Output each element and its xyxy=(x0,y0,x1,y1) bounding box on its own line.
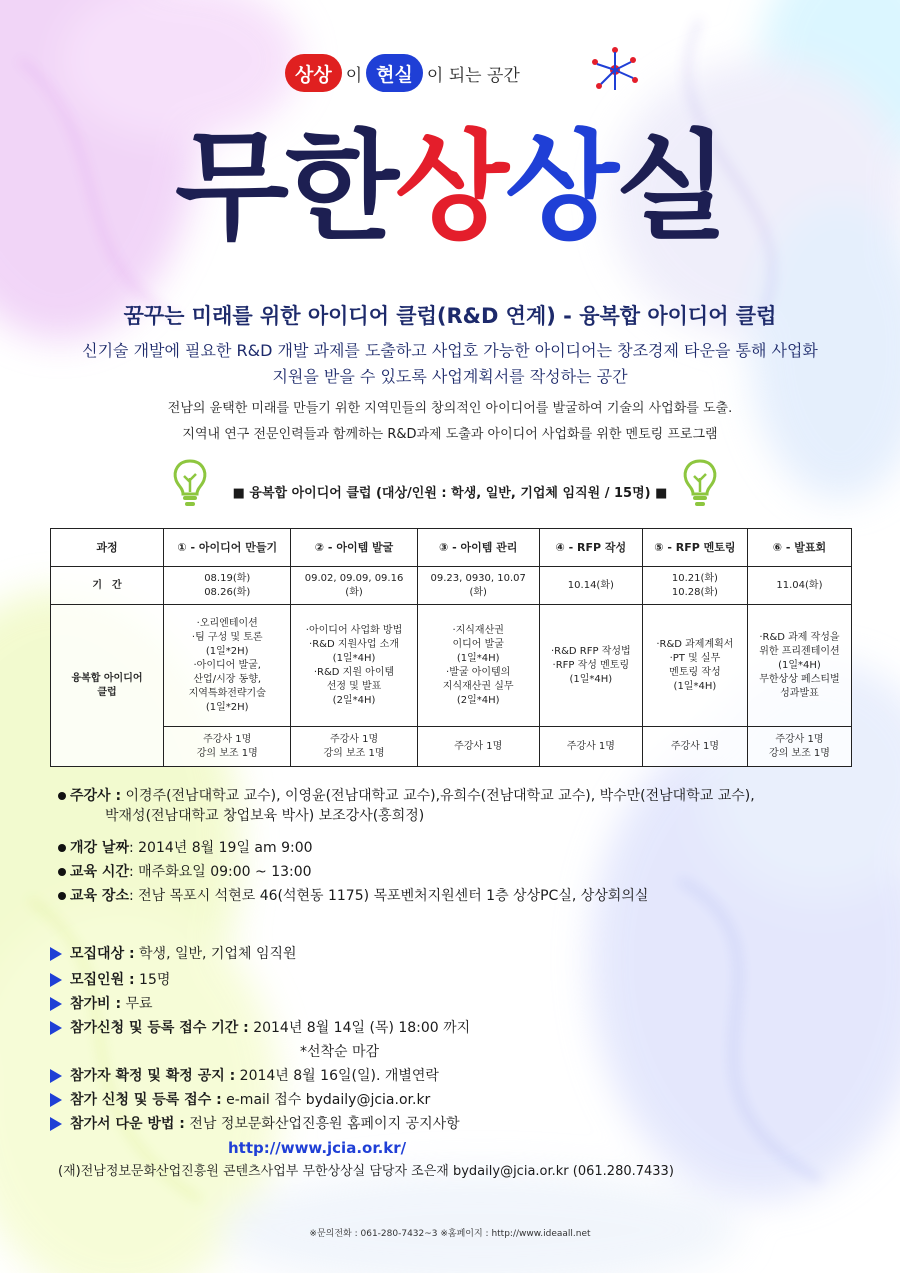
content-cell: ·아이디어 사업화 방법 ·R&D 지원사업 소개 (1일*4H) ·R&D 지원 아이템 선정 및 발표 (2일*4H) xyxy=(291,605,417,727)
logo-part-a: 무한 xyxy=(175,118,395,256)
period-cell: 09.23, 0930, 10.07 (화) xyxy=(417,567,539,605)
tagline xyxy=(285,48,615,98)
schedule-table xyxy=(50,528,852,767)
club-label: 융복합 아이디어 클럽 xyxy=(51,605,164,767)
content-cell: ·오리엔테이션 ·팀 구성 및 토론 (1일*2H) ·아이디어 발굴, 산업/시장 동향, 지역특화전략기술 (1일*2H) xyxy=(164,605,291,727)
period-cell: 08.19(화) 08.26(화) xyxy=(164,567,291,605)
table-header: ② - 아이템 발굴 xyxy=(291,529,417,567)
bullet-icon xyxy=(58,792,66,800)
instructor-cell: 주강사 1명 강의 보조 1명 xyxy=(291,727,417,767)
jcia-link[interactable]: http://www.jcia.or.kr/ xyxy=(228,1139,407,1157)
instructor-cell: 주강사 1명 xyxy=(642,727,747,767)
instructor-cell: 주강사 1명 강의 보조 1명 xyxy=(164,727,291,767)
recruit-fee xyxy=(50,994,850,1014)
fee-label: 참가비 : xyxy=(70,996,122,1012)
bullet-icon xyxy=(58,868,66,876)
apply-note: *선착순 마감 xyxy=(300,1044,380,1060)
time-label: 교육 시간 xyxy=(70,864,129,880)
confirm-value: 2014년 8월 16일(일). 개별연락 xyxy=(239,1068,439,1084)
lecturer-info-cont xyxy=(105,806,900,826)
logo-title xyxy=(0,112,900,262)
sub-heading-2: 지원을 받을 수 있도록 사업계획서를 작성하는 공간 xyxy=(272,367,628,386)
content-cell: ·R&D 과제계획서 ·PT 및 실무 멘토링 작성 (1일*4H) xyxy=(642,605,747,727)
tagline-imagination: 상상 xyxy=(285,54,342,92)
count-value: 15명 xyxy=(139,972,171,988)
table-header: ③ - 아이템 관리 xyxy=(417,529,539,567)
table-header: 과정 xyxy=(51,529,164,567)
intro xyxy=(0,300,900,448)
sub-heading-1: 신기술 개발에 필요한 R&D 개발 과제를 도출하고 사업호 가능한 아이디어는 창조경제 타운을 통해 사업화 xyxy=(82,341,818,360)
firework-icon xyxy=(585,40,645,100)
recruit-target xyxy=(50,944,850,964)
content-cell: ·지식재산권 이디어 발굴 (1일*4H) ·발굴 아이템의 지식재산권 실무 (2일*4H) xyxy=(417,605,539,727)
class-place xyxy=(58,886,858,906)
recruit-register xyxy=(50,1090,850,1110)
contact-line: (재)전남정보문화산업진흥원 콘텐츠사업부 무한상상실 담당자 조은재 bydaily@jcia.or.kr (061.280.7433) xyxy=(58,1164,674,1179)
main-heading: 꿈꾸는 미래를 위한 아이디어 클럽(R&D 연계) - 융복합 아이디어 클럽 xyxy=(123,304,777,328)
place-value: : 전남 목포시 석현로 46(석현동 1175) 목포벤처지원센터 1층 상상PC실, 상상회의실 xyxy=(128,888,649,904)
bullet-icon xyxy=(58,844,66,852)
instructor-cell: 주강사 1명 xyxy=(539,727,642,767)
table-header-row xyxy=(51,529,852,567)
table-row-period xyxy=(51,567,852,605)
fee-value: 무료 xyxy=(125,996,153,1012)
triangle-bullet-icon xyxy=(50,1021,62,1035)
lecturer-value: 이경주(전남대학교 교수), 이영윤(전남대학교 교수),유희수(전남대학교 교수), 박수만(전남대학교 교수), xyxy=(125,788,755,804)
triangle-bullet-icon xyxy=(50,947,62,961)
register-label: 참가 신청 및 등록 접수 : xyxy=(70,1092,222,1108)
lecturer-label: 주강사 : xyxy=(70,788,122,804)
content-cell: ·R&D 과제 작성을 위한 프리젠테이션 (1일*4H) 무한상상 페스티벌 성과발표 xyxy=(747,605,851,727)
recruit-download xyxy=(50,1114,850,1134)
triangle-bullet-icon xyxy=(50,997,62,1011)
table-header: ① - 아이디어 만들기 xyxy=(164,529,291,567)
period-cell: 09.02, 09.09, 09.16 (화) xyxy=(291,567,417,605)
table-row-content xyxy=(51,605,852,727)
open-date xyxy=(58,838,858,858)
lecturer-info xyxy=(58,786,858,806)
period-cell: 10.14(화) xyxy=(539,567,642,605)
recruit-apply xyxy=(50,1018,850,1038)
description-1: 전남의 윤택한 미래를 만들기 위한 지역민들의 창의적인 아이디어를 발굴하여 기술의 사업화를 도출. xyxy=(167,401,733,416)
logo-part-c: 상 xyxy=(504,118,615,256)
logo-part-b: 상 xyxy=(394,118,505,256)
triangle-bullet-icon xyxy=(50,1093,62,1107)
tagline-reality: 현실 xyxy=(366,54,423,92)
table-header: ⑤ - RFP 멘토링 xyxy=(642,529,747,567)
content-cell: ·R&D RFP 작성법 ·RFP 작성 멘토링 (1일*4H) xyxy=(539,605,642,727)
class-time xyxy=(58,862,858,882)
open-value: : 2014년 8월 19일 am 9:00 xyxy=(128,840,313,856)
target-label: 모집대상 : xyxy=(70,946,135,962)
description-2: 지역내 연구 전문인력들과 함께하는 R&D과제 도출과 아이디어 사업화를 위한 멘토링 프로그램 xyxy=(182,427,718,442)
triangle-bullet-icon xyxy=(50,1117,62,1131)
bullet-icon xyxy=(58,892,66,900)
period-label: 기 간 xyxy=(51,567,164,605)
triangle-bullet-icon xyxy=(50,1069,62,1083)
count-label: 모집인원 : xyxy=(70,972,135,988)
download-label: 참가서 다운 방법 : xyxy=(70,1116,185,1132)
download-value: 전남 정보문화산업진흥원 홈페이지 공지사항 xyxy=(189,1116,460,1132)
apply-label: 참가신청 및 등록 접수 기간 : xyxy=(70,1020,249,1036)
period-cell: 10.21(화) 10.28(화) xyxy=(642,567,747,605)
table-header: ④ - RFP 작성 xyxy=(539,529,642,567)
club-title: ■ 융복합 아이디어 클럽 (대상/인원 : 학생, 일반, 기업체 임직원 / 15명) ■ xyxy=(232,486,668,501)
place-label: 교육 장소 xyxy=(70,888,129,904)
recruit-count xyxy=(50,970,850,990)
tagline-particle: 이 xyxy=(345,65,363,86)
recruit-confirm xyxy=(50,1066,850,1086)
table-row-instructors xyxy=(51,727,852,767)
confirm-label: 참가자 확정 및 확정 공지 : xyxy=(70,1068,236,1084)
instructor-cell: 주강사 1명 강의 보조 1명 xyxy=(747,727,851,767)
instructor-cell: 주강사 1명 xyxy=(417,727,539,767)
time-value: : 매주화요일 09:00 ~ 13:00 xyxy=(128,864,312,880)
open-label: 개강 날짜 xyxy=(70,840,129,856)
logo-part-d: 실 xyxy=(614,118,725,256)
triangle-bullet-icon xyxy=(50,973,62,987)
table-header: ⑥ - 발표회 xyxy=(747,529,851,567)
apply-value: 2014년 8월 14일 (목) 18:00 까지 xyxy=(253,1020,471,1036)
bottom-contact: ※문의전화 : 061-280-7432~3 ※홈페이지 : http://www.ideaall.net xyxy=(309,1229,591,1239)
lecturer-value-2: 박재성(전남대학교 창업보육 박사) 보조강사(홍희정) xyxy=(105,808,425,824)
register-value: e-mail 접수 bydaily@jcia.or.kr xyxy=(226,1092,431,1108)
period-cell: 11.04(화) xyxy=(747,567,851,605)
target-value: 학생, 일반, 기업체 임직원 xyxy=(139,946,297,962)
tagline-rest: 이 되는 공간 xyxy=(426,65,520,86)
url-container xyxy=(228,1138,528,1159)
